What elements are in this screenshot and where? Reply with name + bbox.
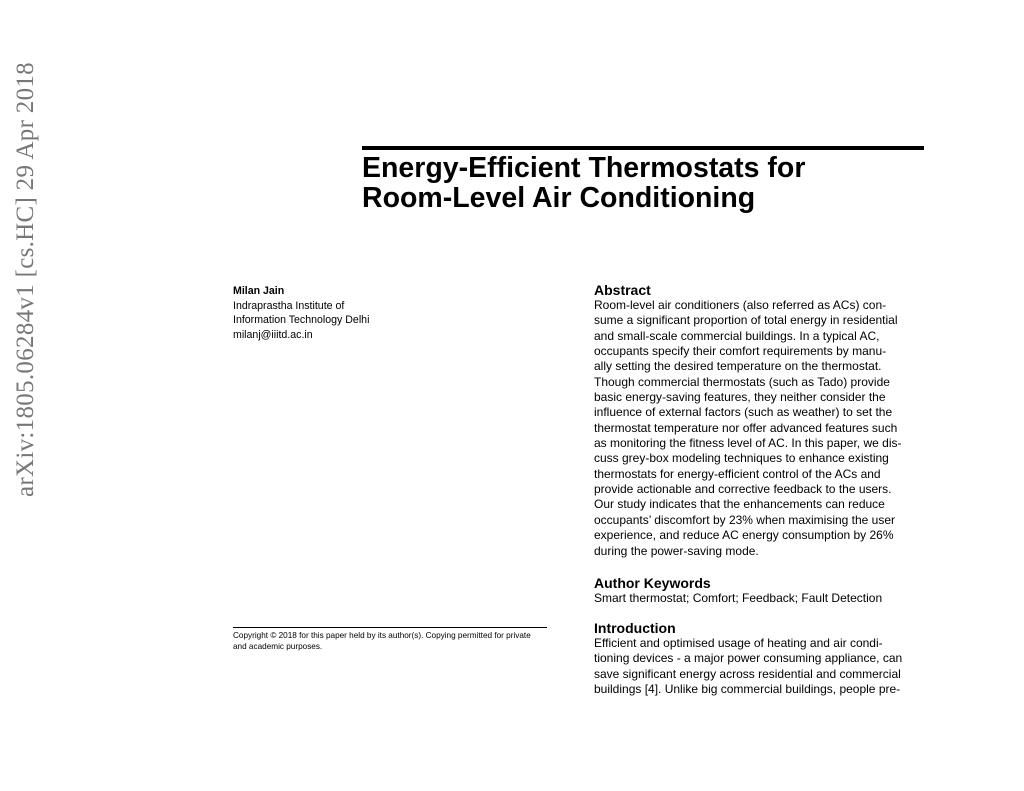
footnote-line-1: Copyright © 2018 for this paper held by its author(s). Copying permitted for private xyxy=(233,631,531,640)
author-affiliation-line-2: Information Technology Delhi xyxy=(233,314,370,326)
introduction-text: Efficient and optimised usage of heating and air condi- tioning devices - a major power consuming appliance, can save significant energy across residential and commercial buildings [4]. Unlike big commercial buildings, people pre- xyxy=(594,636,903,697)
title-line-1: Energy-Efficient Thermostats for xyxy=(362,152,806,184)
introduction-section xyxy=(594,620,914,697)
author-block xyxy=(233,284,553,342)
abstract-section xyxy=(594,282,914,559)
arxiv-identifier: arXiv:1805.06284v1 [cs.HC] 29 Apr 2018 xyxy=(12,62,39,497)
copyright-footnote xyxy=(233,631,553,653)
abstract-text: Room-level air conditioners (also referred as ACs) con- sume a significant proportion of total energy in residential and small-scale commercial buildings. In a typical AC, occupants specify their comfort requirements by manu- ally setting the desired temperature on the thermostat. Though commercial thermostats (such as Tado) provide basic energy-saving features, they neither consider the influence of external factors (such as weather) to set the thermostat temperature nor offer advanced features such as monitoring the fitness level of AC. In this paper, we dis- cuss grey-box modeling techniques to enhance existing thermostats for energy-efficient control of the ACs and provide actionable and corrective feedback to the users. Our study indicates that the enhancements can reduce occupants’ discomfort by 23% when maximising the user experience, and reduce AC energy consumption by 26% during the power-saving mode. xyxy=(594,298,902,558)
abstract-heading: Abstract xyxy=(594,282,651,298)
author-email[interactable]: milanj@iiitd.ac.in xyxy=(233,328,313,341)
author-affiliation-line-1: Indraprastha Institute of xyxy=(233,299,345,312)
keywords-text: Smart thermostat; Comfort; Feedback; Fault Detection xyxy=(594,591,883,605)
footnote-rule xyxy=(233,627,547,628)
footnote-line-2: and academic purposes. xyxy=(233,641,323,651)
keywords-heading: Author Keywords xyxy=(594,575,711,591)
title-line-2: Room-Level Air Conditioning xyxy=(362,182,756,214)
paper-title xyxy=(362,153,922,213)
introduction-heading: Introduction xyxy=(594,620,676,636)
keywords-section xyxy=(594,575,914,606)
author-name: Milan Jain xyxy=(233,285,285,297)
title-rule xyxy=(362,146,924,150)
